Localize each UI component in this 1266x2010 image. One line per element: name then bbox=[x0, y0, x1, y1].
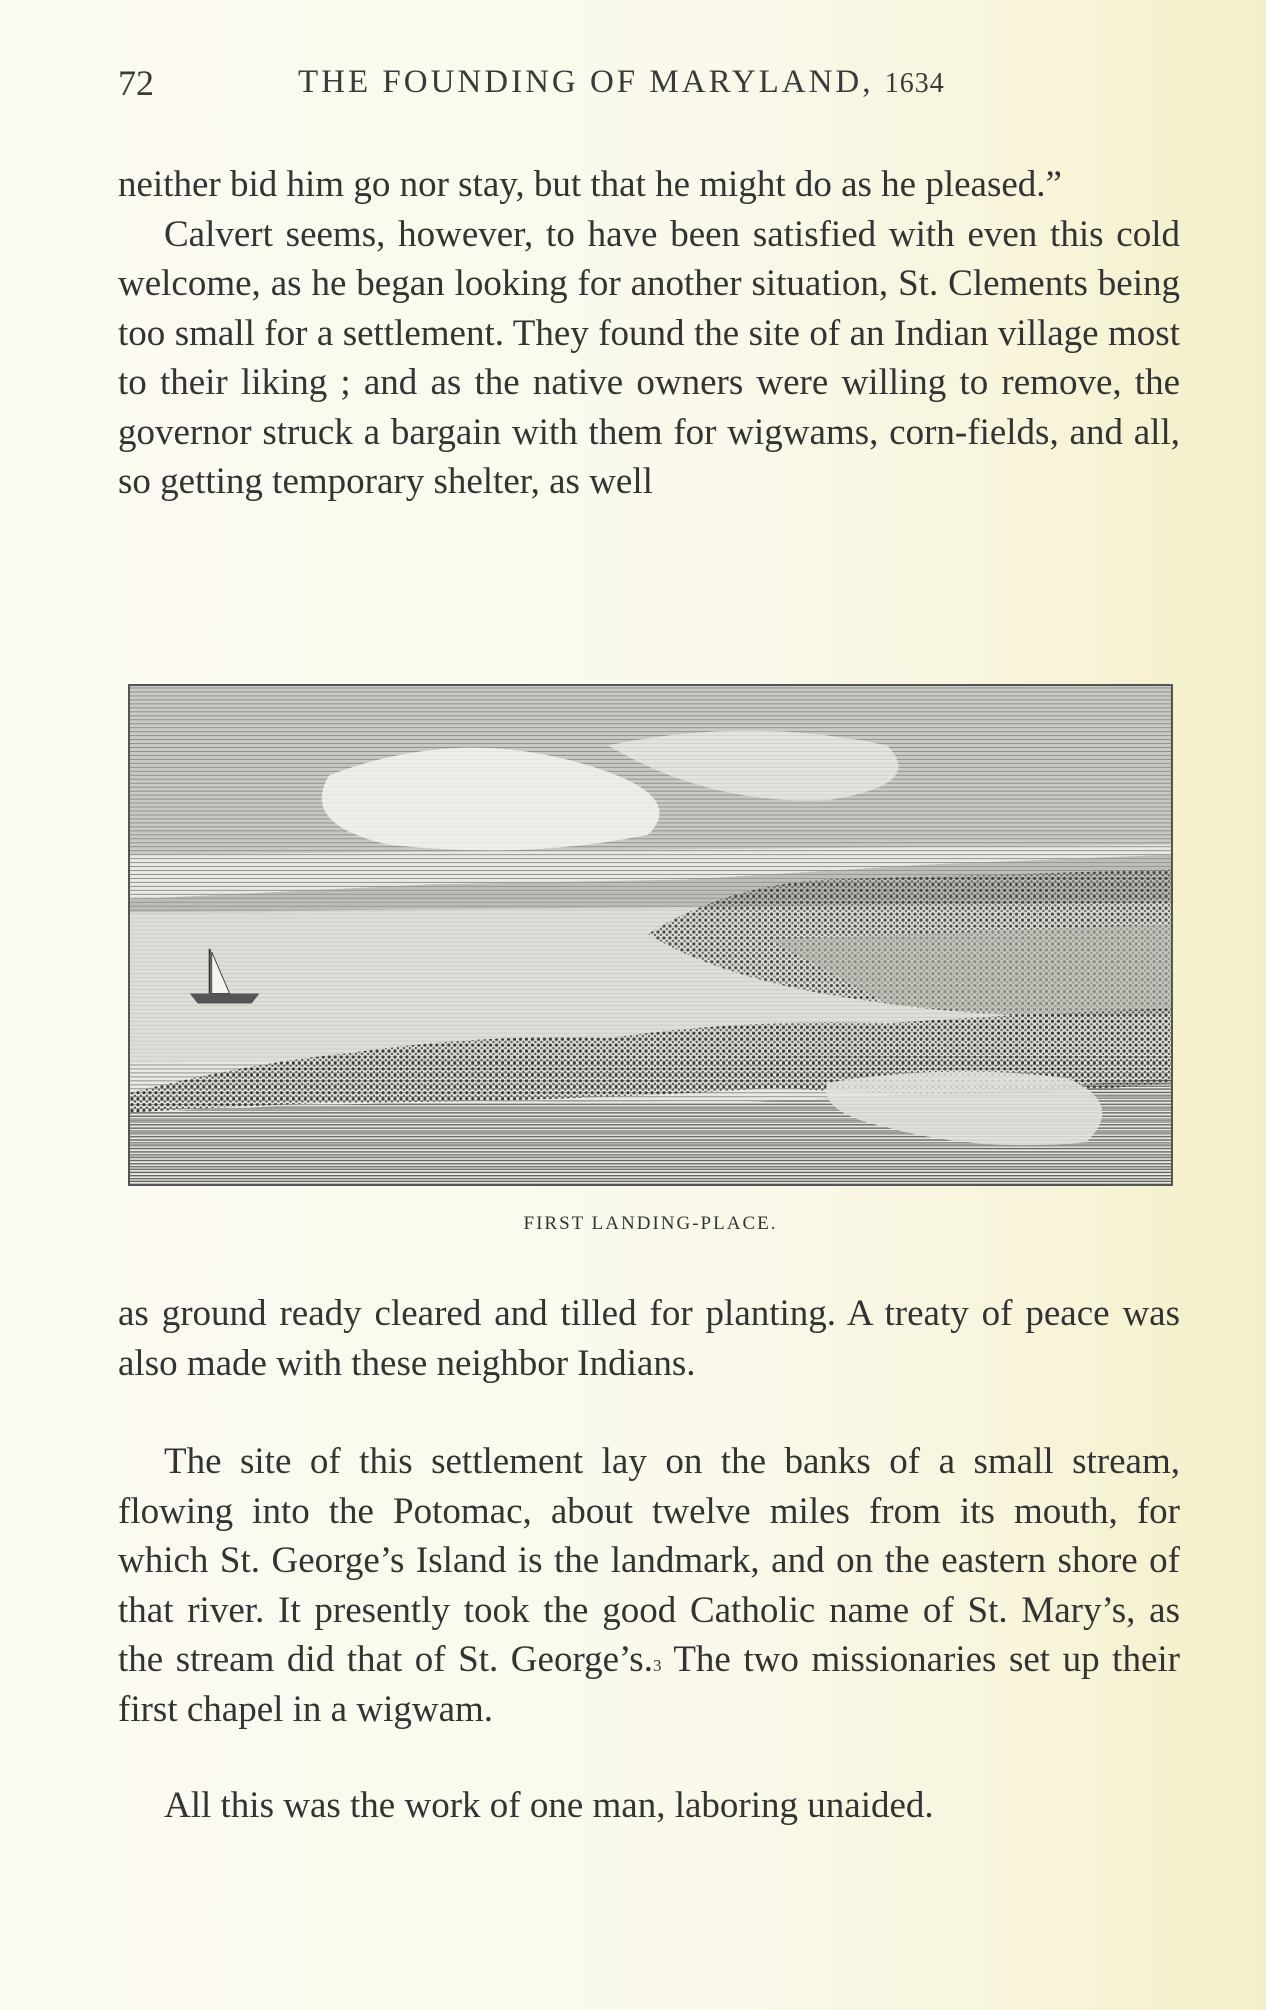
paragraph-1-text: neither bid him go nor stay, but that he might do as he pleased.” bbox=[118, 164, 1062, 205]
running-title-text: THE FOUNDING OF MARYLAND, bbox=[298, 64, 874, 100]
paragraph-4-text-b: The two missionaries set up their first chapel in a wigwam. bbox=[118, 1639, 1180, 1730]
figure-caption: FIRST LANDING-PLACE. bbox=[523, 1213, 778, 1234]
paragraph-2-text: Calvert seems, however, to have been satisfied with even this cold welcome, as he began looking for another situation, St. Clements being too small for a settlement. They found the site of an Indian village most to their liking ; and as the native owners were willing to remove, the governor struck a bargain with them for wigwams, corn-fields, and all, so getting temporary shelter, as well bbox=[118, 213, 1180, 502]
running-title-year: 1634 bbox=[884, 68, 945, 99]
paragraph-4 bbox=[118, 1437, 1180, 1734]
engraving-image bbox=[130, 686, 1171, 1184]
running-head bbox=[118, 62, 1018, 112]
paragraph-5: All this was the work of one man, laboring unaided. bbox=[164, 1785, 934, 1826]
paragraph-continued bbox=[118, 160, 1180, 507]
page-number: 72 bbox=[118, 63, 154, 103]
paragraph-4-text-a: The site of this settlement lay on the banks of a small stream, flowing into the Potomac, about twelve miles from its mouth, for which St. George’s Island is the landmark, and on the eastern shore of that river. It presently took the good Catholic name of St. Mary’s, as the stream did that of St. George’s. bbox=[118, 1441, 1180, 1680]
paragraph-3: as ground ready cleared and tilled for planting. A treaty of peace was also made with these neighbor Indians. bbox=[118, 1293, 1180, 1384]
illustration-first-landing-place bbox=[128, 684, 1173, 1186]
running-title bbox=[298, 64, 945, 101]
footnote-ref: 3 bbox=[652, 1656, 662, 1675]
